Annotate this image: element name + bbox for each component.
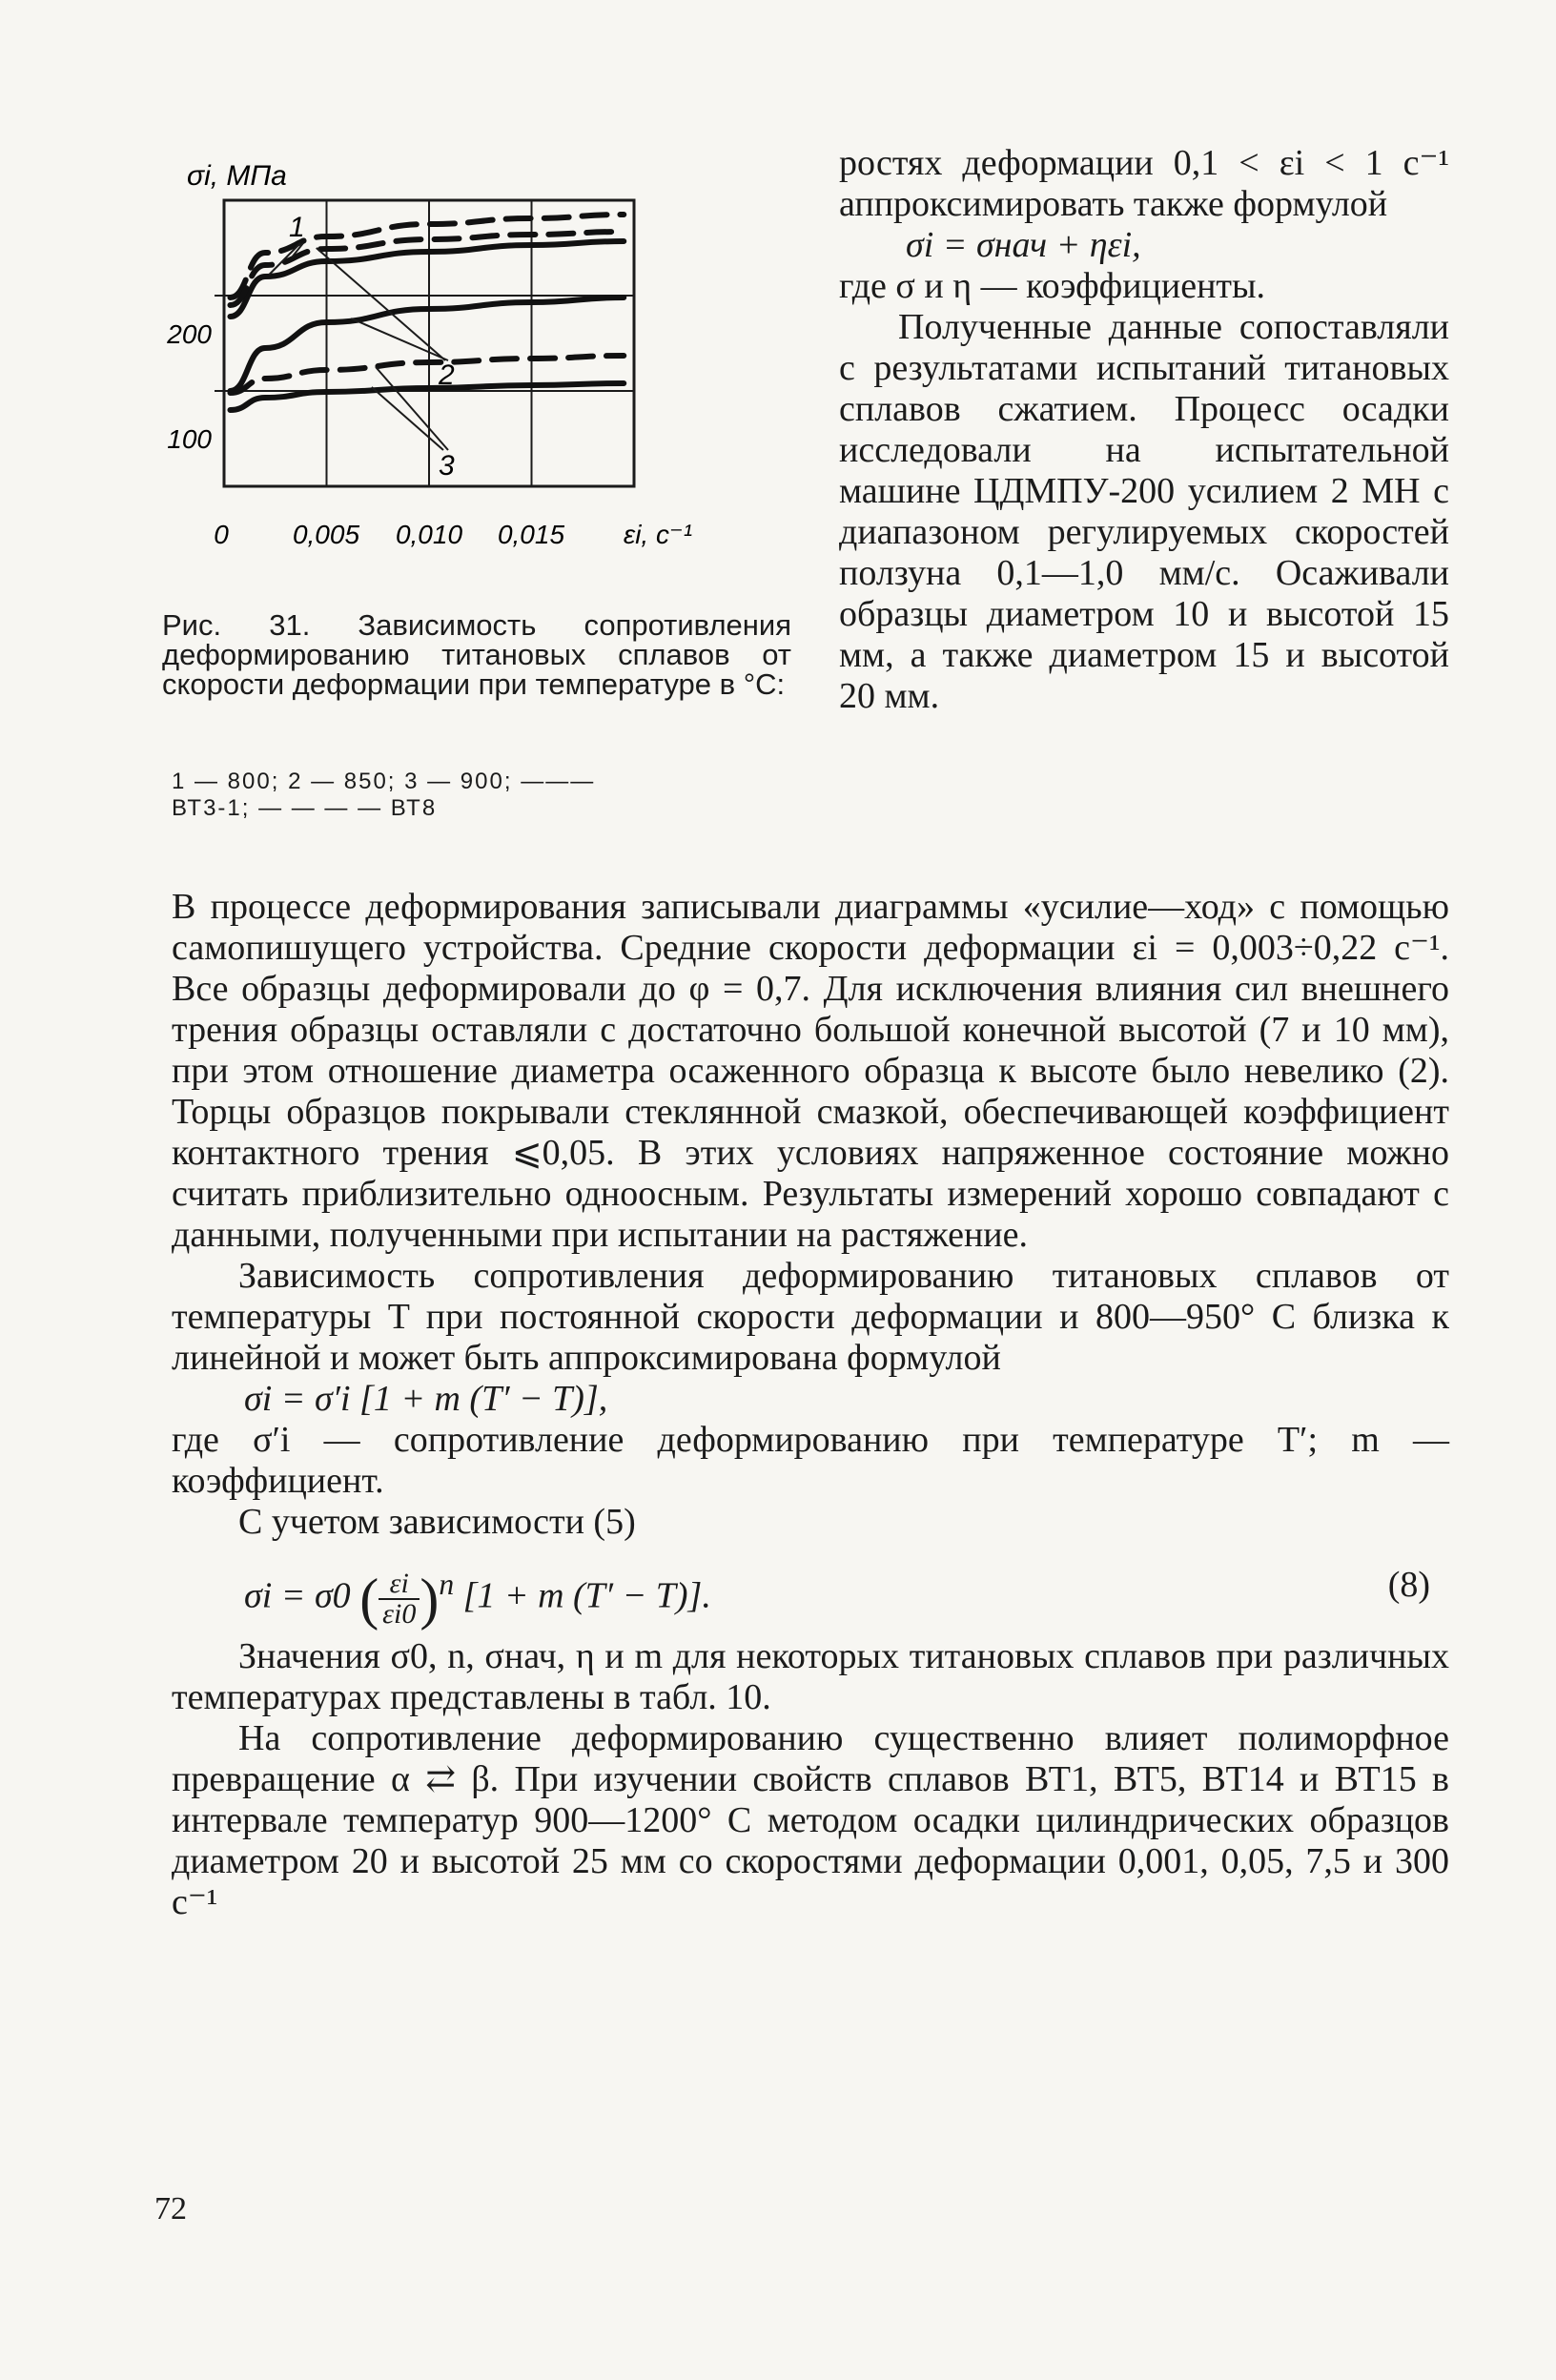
formula-8-left: σi = σ0 [244, 1575, 351, 1616]
paragraph: где σ и η — коэффициенты. [839, 266, 1266, 306]
y-axis-label: σi, МПа [187, 160, 287, 192]
curve-label-1: 1 [289, 212, 305, 243]
formula-temperature: σi = σ′i [1 + m (T′ − T)], [244, 1379, 608, 1419]
curve-label-pointers [269, 243, 448, 450]
paragraph: Полученные данные сопоставляли с результатами испытаний титановых сплавов сжатием. Процесс осадки исследовали на испытательной машине ЦДМПУ-200 усилием 2 МН с диапазоном регулируемых скоростей ползуна 0,1—1,0 мм/с. Осаживали образцы диаметром 10 и высотой 15 мм, а также диаметром 15 и высотой 20 мм. [839, 307, 1449, 716]
right-column-text [839, 143, 1449, 717]
formula-8-denominator: εi0 [382, 1597, 417, 1630]
legend-line: 1 — 800; 2 — 850; 3 — 900; ——— [172, 769, 596, 794]
paragraph: На сопротивление деформированию существенно влияет полиморфное превращение α ⇄ β. При изучении свойств сплавов ВТ1, ВТ5, ВТ14 и ВТ15 в интервале температур 900—1200° С методом осадки цилиндрических образцов диаметром 20 и высотой 25 мм со скоростями деформации 0,001, 0,05, 7,5 и 300 с⁻¹ [172, 1718, 1449, 1922]
paragraph: где σ′i — сопротивление деформированию при температуре T′; m — коэффициент. [172, 1420, 1449, 1501]
x-tick-label: 0,015 [497, 520, 565, 549]
formula-8-paren-open: ( [359, 1567, 379, 1631]
figure-31 [153, 153, 801, 601]
curve-label-3: 3 [439, 450, 455, 482]
paragraph: Зависимость сопротивления деформированию титановых сплавов от температуры T при постоянной скорости деформации и 800—950° С близка к линейной и может быть аппроксимирована формулой [172, 1256, 1449, 1378]
y-tick-label: 100 [167, 424, 212, 454]
formula-8-exponent: n [439, 1568, 455, 1601]
pointer-line-2b [351, 318, 448, 360]
y-tick-label: 200 [167, 319, 212, 349]
figure-legend [172, 769, 791, 822]
figure-caption: Рис. 31. Зависимость сопротивления деформированию титановых сплавов от скорости деформации при температуре в °С: [162, 608, 791, 701]
curve-label-2: 2 [439, 359, 455, 391]
equation-number: (8) [1387, 1565, 1430, 1605]
paragraph: ростях деформации 0,1 < εi < 1 с⁻¹ аппроксимировать также формулой [839, 143, 1449, 224]
series-line-6 [230, 383, 624, 410]
formula-8-right: [1 + m (T′ − T)]. [462, 1575, 711, 1616]
page-number: 72 [154, 2191, 187, 2226]
pointer-line-3b [376, 367, 448, 450]
paragraph: В процессе деформирования записывали диаграммы «усилие—ход» с помощью самопишущего устройства. Средние скорости деформации εi = 0,003÷0,22 с⁻¹. Все образцы деформировали до φ = 0,7. Для исключения влияния сил внешнего трения образцы оставляли с достаточно большой конечной высотой (7 и 10 мм), при этом отношение диаметра осаженного образца к высоте было невелико (2). Торцы образцов покрывали стеклянной смазкой, обеспечивающей коэффициент контактного трения ⩽0,05. В этих условиях напряженное состояние можно считать приблизительно одноосным. Результаты измерений хорошо совпадают с данными, полученными при испытании на растяжение. [172, 887, 1449, 1255]
formula-8-fraction [379, 1567, 420, 1630]
chart-svg [153, 153, 801, 601]
formula-8-paren-close: ) [420, 1567, 440, 1631]
x-tick-label: 0,005 [292, 520, 360, 549]
main-text [172, 887, 1449, 1923]
formula-8 [172, 1554, 1449, 1631]
origin-label: 0 [214, 520, 229, 549]
formula-sigma-nach: σi = σнач + ηεi, [906, 225, 1141, 265]
x-tick-label: 0,010 [395, 520, 463, 549]
legend-line: ВТ3-1; — — — — ВТ8 [172, 795, 438, 821]
paragraph: С учетом зависимости (5) [238, 1502, 636, 1542]
pointer-line-3a [372, 387, 443, 450]
chart-series [230, 215, 624, 410]
series-line-2 [230, 241, 624, 317]
paragraph: Значения σ0, n, σнач, η и m для некоторых титановых сплавов при различных температурах представлены в табл. 10. [172, 1636, 1449, 1717]
x-axis-label: εi, с⁻¹ [623, 520, 693, 549]
formula-8-numerator: εi [379, 1570, 420, 1600]
pointer-line-2a [317, 248, 445, 360]
